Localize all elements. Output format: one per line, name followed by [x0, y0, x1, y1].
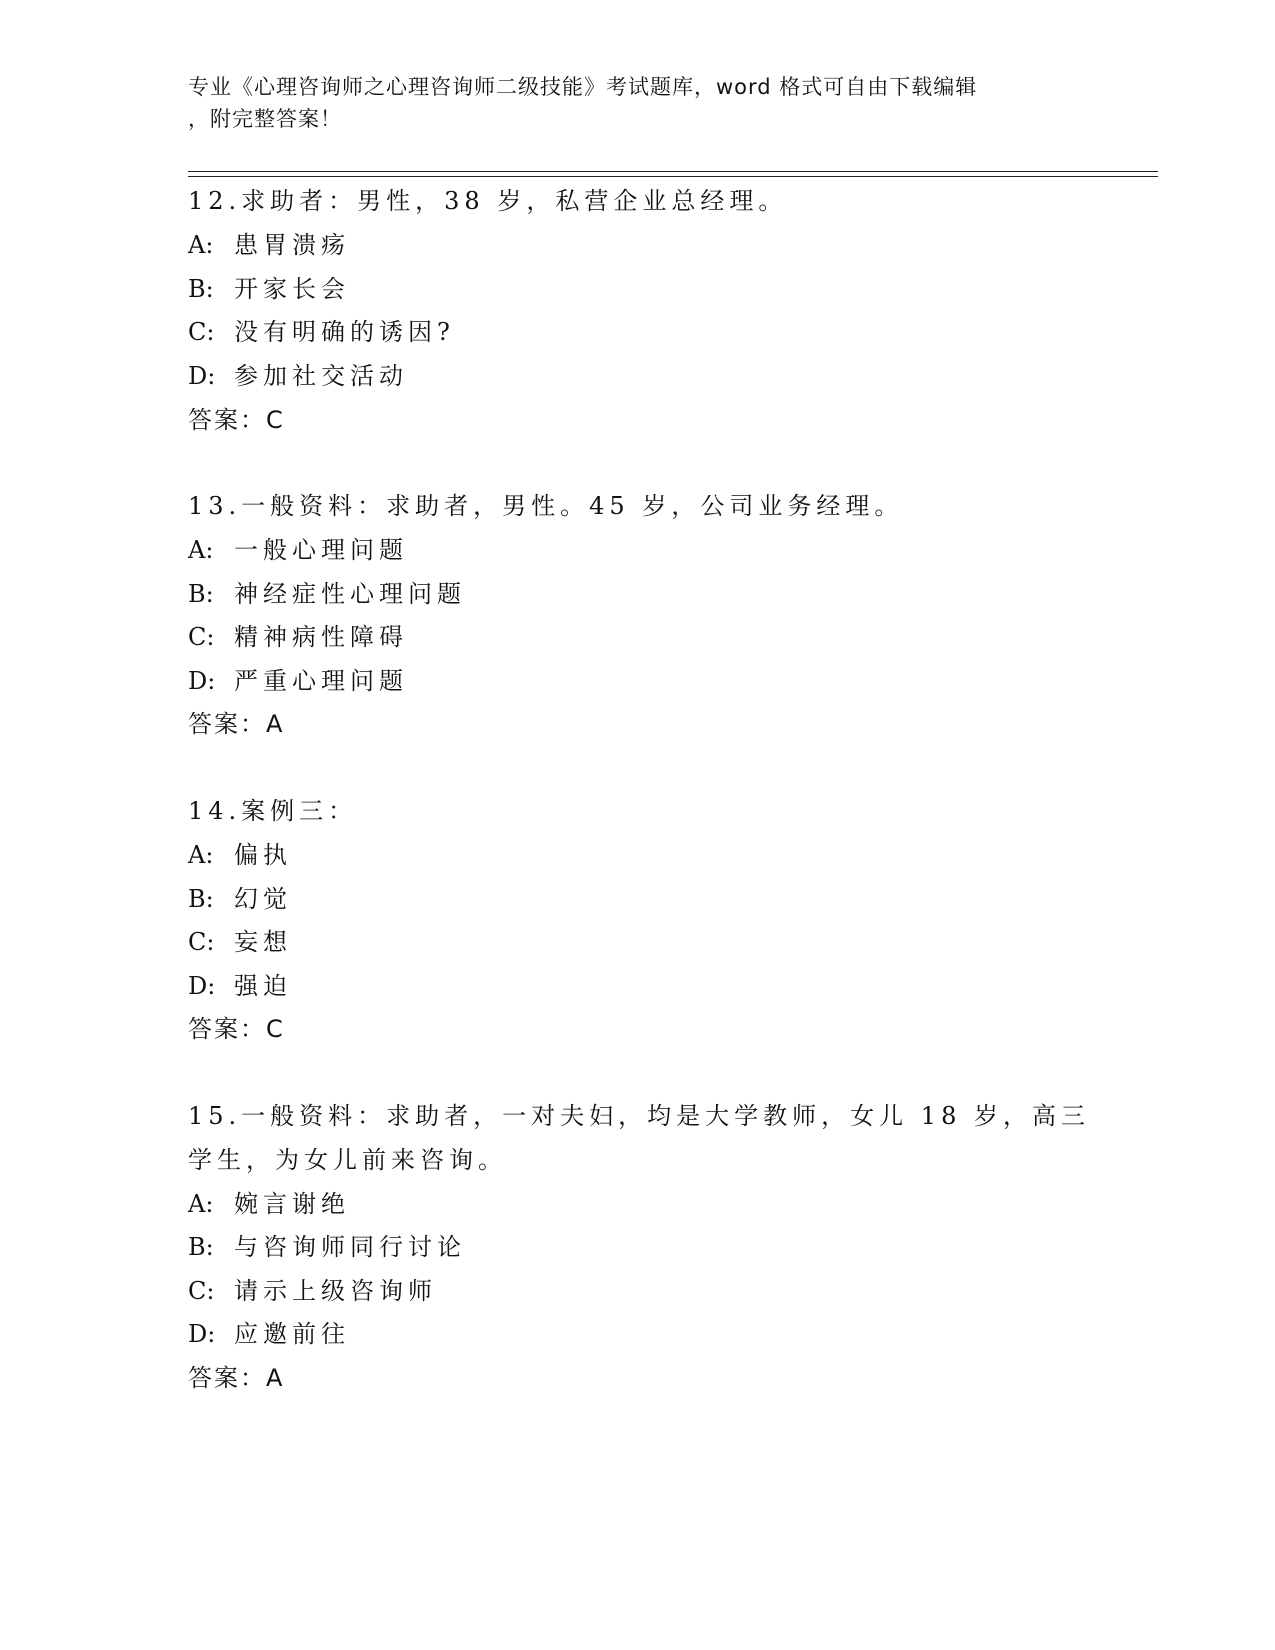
option-b	[188, 883, 292, 915]
option-letter: D:	[188, 1320, 216, 1348]
option-text: 神经症性心理问题	[234, 580, 466, 608]
option-c	[188, 316, 455, 348]
option-letter: C:	[188, 318, 215, 346]
option-text: 妄想	[234, 928, 292, 956]
option-letter: C:	[188, 928, 215, 956]
option-b	[188, 1231, 466, 1263]
header-line-2: ，附完整答案！	[188, 107, 342, 131]
option-text: 一般心理问题	[234, 536, 408, 564]
option-a	[188, 534, 408, 566]
option-text: 幻觉	[234, 885, 292, 913]
option-d	[188, 970, 292, 1002]
option-letter: A:	[188, 536, 214, 564]
question-stem-continued: 学生，为女儿前来咨询。	[188, 1146, 507, 1174]
option-a	[188, 1188, 350, 1220]
answer-line: 答案：C	[188, 1015, 285, 1043]
option-d	[188, 360, 408, 392]
answer-line: 答案：A	[188, 710, 285, 738]
option-letter: D:	[188, 667, 216, 695]
option-letter: B:	[188, 885, 214, 913]
option-letter: D:	[188, 972, 216, 1000]
option-letter: A:	[188, 841, 214, 869]
option-c	[188, 621, 408, 653]
option-letter: C:	[188, 623, 215, 651]
option-text: 没有明确的诱因?	[234, 318, 455, 346]
option-text: 偏执	[234, 841, 292, 869]
option-text: 精神病性障碍	[234, 623, 408, 651]
option-b	[188, 578, 466, 610]
option-letter: D:	[188, 362, 216, 390]
option-d	[188, 1318, 350, 1350]
header-divider-bottom	[188, 176, 1158, 177]
option-text: 婉言谢绝	[234, 1190, 350, 1218]
question-stem: 13.一般资料：求助者，男性。45 岁，公司业务经理。	[188, 492, 904, 520]
header-divider-top	[188, 171, 1158, 172]
option-b	[188, 273, 350, 305]
question-stem: 15.一般资料：求助者，一对夫妇，均是大学教师，女儿 18 岁，高三	[188, 1102, 1090, 1130]
answer-line: 答案：C	[188, 406, 285, 434]
question-stem: 14.案例三：	[188, 797, 358, 825]
option-letter: A:	[188, 231, 214, 259]
option-text: 应邀前往	[234, 1320, 350, 1348]
option-text: 强迫	[234, 972, 292, 1000]
option-text: 参加社交活动	[234, 362, 408, 390]
question-stem: 12.求助者：男性，38 岁，私营企业总经理。	[188, 187, 788, 215]
option-letter: B:	[188, 580, 214, 608]
option-letter: A:	[188, 1190, 214, 1218]
option-text: 请示上级咨询师	[234, 1277, 437, 1305]
option-text: 严重心理问题	[234, 667, 408, 695]
option-a	[188, 839, 292, 871]
option-letter: B:	[188, 1233, 214, 1261]
header-line-1: 专业《心理咨询师之心理咨询师二级技能》考试题库，word 格式可自由下载编辑	[188, 75, 978, 99]
answer-line: 答案：A	[188, 1364, 285, 1392]
option-letter: B:	[188, 275, 214, 303]
option-a	[188, 229, 350, 261]
option-c	[188, 926, 292, 958]
option-text: 患胃溃疡	[234, 231, 350, 259]
option-d	[188, 665, 408, 697]
option-text: 开家长会	[234, 275, 350, 303]
option-c	[188, 1275, 437, 1307]
option-letter: C:	[188, 1277, 215, 1305]
option-text: 与咨询师同行讨论	[234, 1233, 466, 1261]
